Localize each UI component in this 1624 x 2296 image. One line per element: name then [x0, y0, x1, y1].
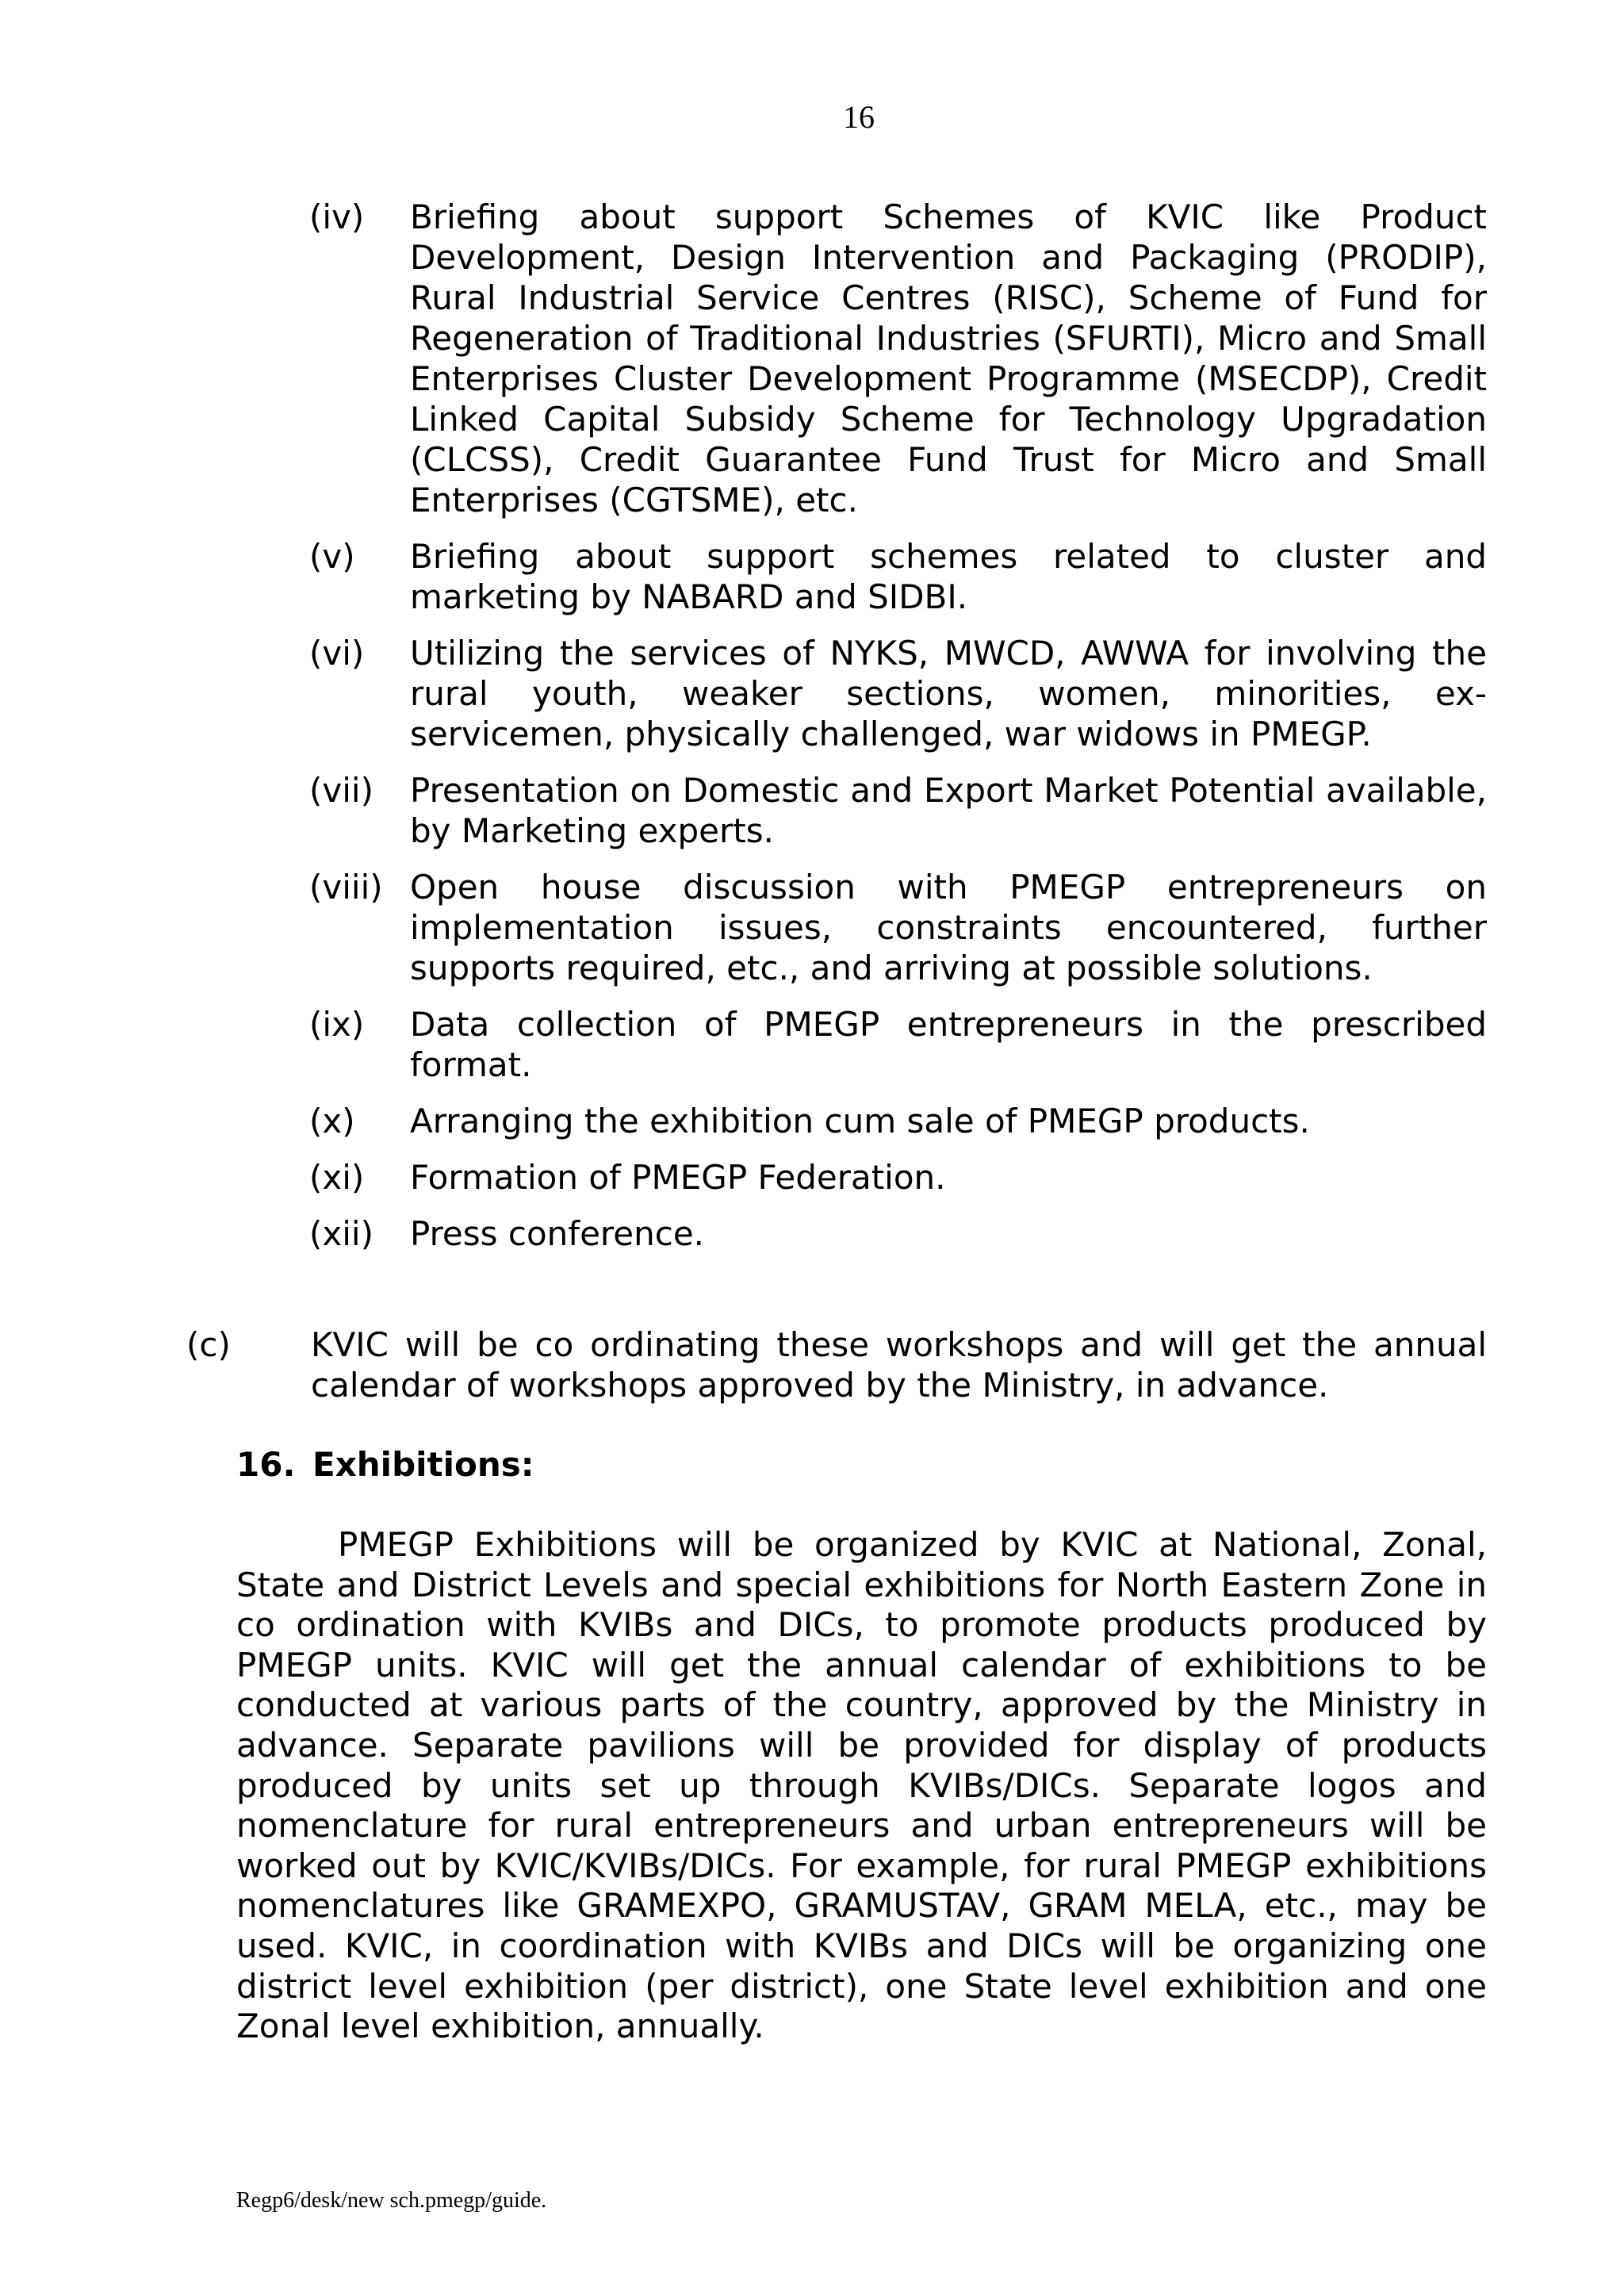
list-item-text: Press conference.: [410, 1214, 705, 1253]
briefing-list: [309, 197, 1487, 1270]
section-title: Exhibitions:: [312, 1445, 534, 1484]
list-item-number: (xii): [309, 1214, 373, 1253]
list-item-number: (v): [309, 537, 355, 576]
list-item: [309, 1213, 1487, 1254]
list-item-text: Briefing about support Schemes of KVIC like Product Development, Design Intervention and Packaging (PRODIP), Rural Industrial Service Centres (RISC), Scheme of Fund for Regeneration of Traditional Industries (SFURTI), Micro and Small Enterprises Cluster Development Programme (MSECDP), Credit Linked Capital Subsidy Scheme for Technology Upgradation (CLCSS), Credit Guarantee Fund Trust for Micro and Small Enterprises (CGTSME), etc.: [410, 197, 1487, 519]
list-item: [309, 1157, 1487, 1198]
list-item-number: (vi): [309, 634, 365, 673]
list-item-number: (xi): [309, 1158, 365, 1197]
list-item: [309, 197, 1487, 520]
paragraph-c-text: KVIC will be co ordinating these workshops and will get the annual calendar of workshops approved by the Ministry, in advance.: [311, 1325, 1487, 1405]
paragraph-c: [186, 1324, 1487, 1405]
list-item: [309, 536, 1487, 617]
list-item: [309, 633, 1487, 754]
list-item: [309, 867, 1487, 988]
list-item-number: (viii): [309, 868, 383, 907]
list-item: [309, 1004, 1487, 1085]
page-number: 16: [843, 99, 875, 135]
footer-path: Regp6/desk/new sch.pmegp/guide.: [236, 2188, 547, 2213]
list-item: [309, 770, 1487, 851]
exhibitions-paragraph: PMEGP Exhibitions will be organized by KVIC at National, Zonal, State and District Levels and special exhibitions for North Eastern Zone in co ordination with KVIBs and DICs, to promote products produced by PMEGP units. KVIC will get the annual calendar of exhibitions to be conducted at various parts of the country, approved by the Ministry in advance. Separate pavilions will be provided for display of products produced by units set up through KVIBs/DICs. Separate logos and nomenclature for rural entrepreneurs and urban entrepreneurs will be worked out by KVIC/KVIBs/DICs. For example, for rural PMEGP exhibitions nomenclatures like GRAMEXPO, GRAMUSTAV, GRAM MELA, etc., may be used. KVIC, in coordination with KVIBs and DICs will be organizing one district level exhibition (per district), one State level exhibition and one Zonal level exhibition, annually.: [236, 1525, 1487, 2046]
section-number: 16.: [236, 1445, 296, 1484]
list-item-text: Data collection of PMEGP entrepreneurs in the prescribed format.: [410, 1005, 1487, 1084]
paragraph-c-number: (c): [186, 1325, 231, 1364]
list-item-number: (iv): [309, 197, 365, 236]
list-item-text: Briefing about support schemes related to cluster and marketing by NABARD and SIDBI.: [410, 537, 1487, 616]
list-item-number: (vii): [309, 771, 373, 810]
list-item-number: (ix): [309, 1005, 365, 1044]
list-item-text: Arranging the exhibition cum sale of PMEGP products.: [410, 1102, 1310, 1140]
list-item-text: Utilizing the services of NYKS, MWCD, AWWA for involving the rural youth, weaker sections, women, minorities, ex-servicemen, physically challenged, war widows in PMEGP.: [410, 634, 1487, 753]
list-item-text: Open house discussion with PMEGP entrepreneurs on implementation issues, constraints encountered, further supports required, etc., and arriving at possible solutions.: [410, 868, 1487, 987]
list-item-text: Formation of PMEGP Federation.: [410, 1158, 946, 1197]
list-item: [309, 1101, 1487, 1141]
list-item-number: (x): [309, 1102, 355, 1140]
list-item-text: Presentation on Domestic and Export Market Potential available, by Marketing experts.: [410, 771, 1487, 850]
section-heading: [236, 1444, 534, 1485]
